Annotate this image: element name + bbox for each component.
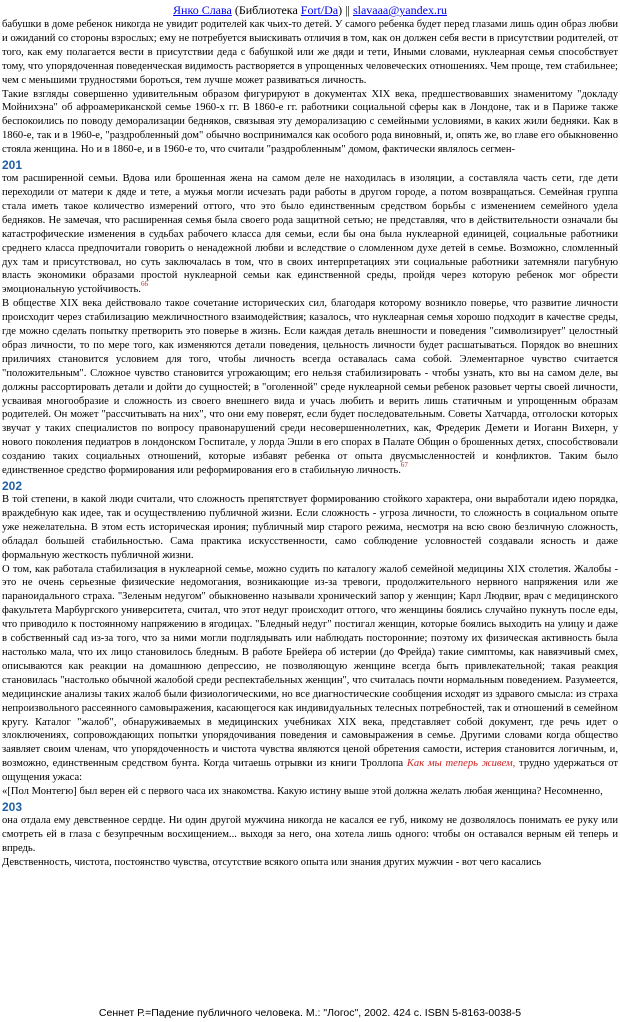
paragraph-text: бабушки в доме ребенок никогда не увидит родителей как чьих-то детей. У самого ребенка будет перед глазами лишь один образ любви и ожиданий со стороны взрослых; ему не потребуется выискивать отличия в том, как он должен себя вести в присутствии родителей, от того, как ему полагается вести в присутствии деда с бабушкой или же дяди и тети, Иными словами, нуклеарная семья способствует тому, что упорядоченная поведенческая видимость растворяется в упрощенных человеческих отношениях. Чем проще, тем стабильнее; чем с меньшими трудностями бороться, тем лучше может развиваться личность. xyxy=(2,19,618,86)
paragraph xyxy=(2,493,618,563)
paragraph-text: «[Пол Монтегю] был верен ей с первого часа их знакомства. Какую истину выше этой должна желать любая женщина? Несомненно, xyxy=(2,786,603,798)
email-link[interactable]: slavaaa@yandex.ru xyxy=(352,3,447,17)
page-footer: Сеннет Р.=Падение публичного человека. М.: "Логос", 2002. 424 с. ISBN 5-8163-0038-5 xyxy=(98,1007,522,1019)
page-number-marker: 203 xyxy=(2,799,23,814)
paragraph xyxy=(2,856,618,870)
footnote-ref[interactable]: 67 xyxy=(400,461,408,470)
page-number-marker: 201 xyxy=(2,158,23,173)
paragraph xyxy=(2,563,618,786)
paragraph xyxy=(2,18,618,88)
header-bar xyxy=(0,0,620,18)
author-link[interactable]: Янко Слава xyxy=(173,3,232,17)
paragraph xyxy=(2,88,618,158)
paragraph-text: том расширенной семьи. Вдова или брошенная жена на самом деле не находилась в изоляции, а составляла часть сети, где дети переходили от матери к дяде и тете, а мужья могли исчезать ради работы в другом городе, а потом возвращаться. Семейная группа стала иметь такое количество измерений оттого, что это было единственным средством борьбы с изменением семейного удела бедняков. Не замечая, что расширенная семья была своего рода защитной сетью; не представляя, что в действительности означали бы катастрофические изменения в судьбах рабочего класса для семьи, если бы она была нуклеарной единицей, социальные работники среднего класса предпочитали говорить о ненадежной любви и вследствие о сломленном духе детей в семье. Возможно, сломленный дух там и присутствовал, но суть заключалась в том, что в своих интерпретациях эти социальные работники затемняли пагубную власть экономики образами простой нуклеарной семьи как единственной среды, пройдя через которую ребенок мог обрести эмоциональную устойчивость. xyxy=(2,173,618,296)
paragraph-text: Девственность, чистота, постоянство чувства, отсутствие всякого опыта или знания других мужчин - вот чего касались xyxy=(2,856,542,868)
footnote-ref[interactable]: 66 xyxy=(140,280,148,289)
document-body xyxy=(0,18,620,870)
page-number-marker: 202 xyxy=(2,479,23,493)
paragraph-text: О том, как работала стабилизация в нуклеарной семье, можно судить по каталогу жалоб семейной медицины XIX столетия. Жалобы - это не очень серьезные физические недомогания, возникающие из-за тревоги, продолжительного нервного напряжения или же параноидального страха. "Зеленым недугом" обыкновенно называли хронический запор у женщин; Карл Людвиг, врач с медицинского факультета Марбургского университета, считал, что этот недуг происходит оттого, что женщины боялись случайно пукнуть после еды, что приводило к постоянному напряжению в ягодицах. "Бледный недуг" постигал женщин, которые боялись выходить на улицу и даже в собственный сад из-за того, что за ними могли подглядывать или наблюдать посторонние; поэтому их физическая активность была настолько мала, что их лицо становилось бледным. В работе Брейера об истерии (до Фрейда) такие симптомы, как навязчивый смех, описываются как реакции на домашнюю депрессию, не позволяющую женщине всегда быть привлекательной; такая реакция становилась "настолько обычной жалобой среди респектабельных женщин", что считалась почти нормальным поведением. Разумеется, медицинские анализы таких жалоб были физиологическими, но все диагностические сообщения исходят из здравого смысла: из страха непроизвольного рассеянного самовыражения, касающегося как индивидуальных телесных потребностей, так и отношений в семейном кругу. Каталог "жалоб", обнаруживаемых в медицинских учебниках XIX века, представляет собой документ, где речь идет о злоключениях, сопровождающих попытки упорядочивания поведения и самовыражения в семье. Другими словами когда общество заявляет своим членам, что упорядоченность и чистота чувства являются ценой обретения самости, истерия становится логичным, и, возможно, единственным средством бунта. Когда читаешь отрывки из книги Троллопа xyxy=(2,563,618,770)
paragraph-text-tail: трудно удержаться от ощущения ужаса: xyxy=(2,758,618,784)
paragraph-text: В той степени, в какой люди считали, что сложность препятствует формированию стойкого характера, они выработали идею порядка, враждебную как идее, так и осуществлению публичной жизни. Если сложность - угроза личности, то сложность в социальном опыте уже нежелательна. В этом есть историческая ирония; публичный мир старого режима, несмотря на всю свою безличную сложность, обладал большей стабильностью. Сама практика искусственности, само соблюдение условностей создавали ясность и даже формальную жесткость публичной жизни. xyxy=(2,494,618,561)
library-label-open: (Библиотека xyxy=(231,3,301,17)
book-title-italic: Как мы теперь живем, xyxy=(406,758,516,770)
paragraph xyxy=(2,785,618,799)
paragraph-text: Такие взгляды совершенно удивительным образом фигурируют в документах XIX века, предшествовавших знаменитому "докладу Мойнихэна" об афроамериканской семье 1960-х гг. В 1860-е гг. работники социальной сферы как в Лондоне, так и в Париже также беспокоились по поводу деморализации бедняков, связывая эту деморализацию с семейными условиями, в каких жили бедняки. Как в 1860-е, так и в 1960-е, "раздробленный дом" обычно воспринимался как особого рода виновный, и, опять же, во главе его обыкновенно стояла женщина. Но и в 1860-е, и в 1960-е то, что считали "раздробленным" домом, фактически являлось сегмен- xyxy=(2,88,618,156)
paragraph xyxy=(2,172,618,297)
library-label-close: ) || xyxy=(338,3,353,17)
library-link[interactable]: Fort/Da xyxy=(300,3,339,17)
paragraph xyxy=(2,814,618,856)
paragraph-text: она отдала ему девственное сердце. Ни один другой мужчина никогда не касался ее губ, никому не дозволялось понимать ее руку или смотреть ей в глаза с безупречным восхищением... выходя за него, она хотела лишь одного: чтобы он оставался верным ей теперь и впредь. xyxy=(2,814,618,854)
paragraph xyxy=(2,297,618,478)
paragraph-text: В обществе XIX века действовало такое сочетание исторических сил, благодаря которому возникло поверье, что развитие личности происходит через стабилизацию межличностного взаимодействия; казалось, что нуклеарная семья хорошо подходит в качестве среды, где можно сделать попытку претворить это поверье в жизнь. Если каждая деталь внешности и поведения "символизирует" целостный образ личности, то по мере того, как изменяются детали поведения, цельность личности будет расшатываться. Порядок во внешних приличиях становится условием для того, чтобы личность всегда оставалась сама собой. Элементарное чувство считается "положительным". Сложное чувство становится угрожающим; его нельзя стабилизировать - чтобы узнать, кто вы на самом деле, вы должны рассортировать детали и дойти до сущностей; в "оголенной" среде нуклеарной семьи ребенок разовьет черты своей личности, усваивая многообразие и сложность из своего внешнего вида и учась любить и верить лишь статичным и упрощенным образам родителей. Он может "рассчитывать на них", что они ему поверят, если будет последовательным. Советы Хатчарда, отголоски которых звучат у таких специалистов по вопросу правонарушений среди несовершеннолетних, как, Фредерик Демети и Иоганн Вихерн, у нового поколения педиатров в лондонском Госпитале, у лорда Эшли в его спорах в Палате Общин о брошенных детях, способствовали созданию таких социальных отношений, которые избавят ребенка от опыта двусмысленностей и конфликтов. Таким было единственное средство формирования или реформирования его в стабильную личность. xyxy=(2,298,618,477)
